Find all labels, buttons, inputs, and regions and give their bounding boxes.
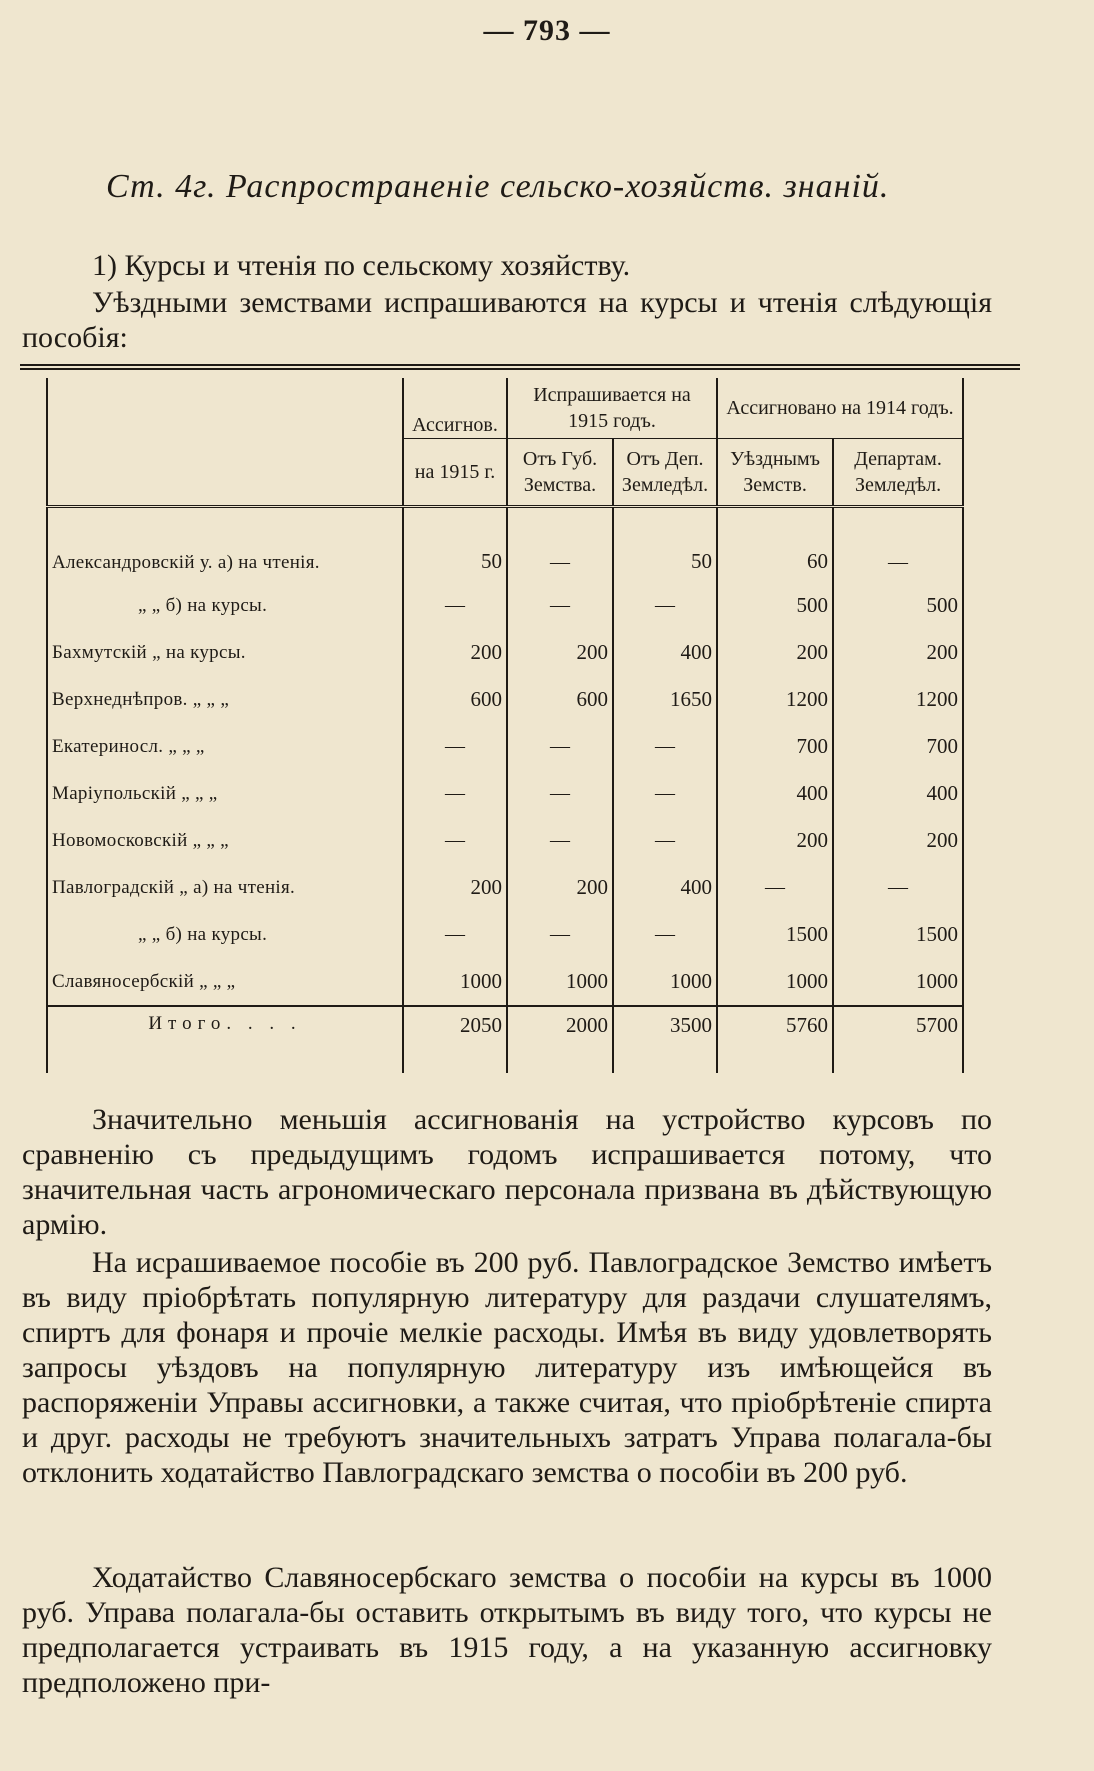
cell-req-gub: — (507, 507, 613, 583)
row-name: Верхнеднѣпров. „ „ „ (47, 676, 403, 723)
table-row (47, 958, 963, 1006)
body-paragraph (22, 1245, 992, 1490)
cell-assign: — (403, 582, 507, 629)
page-number: — 793 — (483, 14, 611, 47)
cell-assign: 200 (403, 864, 507, 911)
cell-req-gub: — (507, 723, 613, 770)
cell-asg-dep: — (833, 864, 963, 911)
cell-req-dep: — (613, 723, 717, 770)
paragraph-text: Значительно меньшія ассигнованія на устройство курсовъ по сравненію съ предыдущимъ годомъ испрашивается потому, что значительная часть агрономическаго персонала призвана въ дѣйствующую армію. (22, 1103, 992, 1241)
cell-req-gub: 200 (507, 864, 613, 911)
table-row (47, 770, 963, 817)
header-req-dep: Отъ Деп. Земледѣл. (613, 439, 717, 507)
subsidy-grid (46, 378, 964, 1073)
cell-asg-uezd: 500 (717, 582, 833, 629)
cell-asg-dep: 400 (833, 770, 963, 817)
cell-req-dep: — (613, 770, 717, 817)
row-name: Новомосковскій „ „ „ (47, 817, 403, 864)
cell-req-dep: — (613, 911, 717, 958)
cell-req-gub: — (507, 582, 613, 629)
cell-req-dep: 400 (613, 629, 717, 676)
header-assign-sub: на 1915 г. (403, 439, 507, 507)
cell-asg-dep: 1500 (833, 911, 963, 958)
intro-text: Уѣздными земствами испрашиваются на курсы и чтенія слѣдующія пособія: (22, 286, 992, 354)
cell-asg-uezd: 200 (717, 817, 833, 864)
row-name: Маріупольскій „ „ „ (47, 770, 403, 817)
total-asg-uezd: 5760 (717, 1006, 833, 1073)
cell-asg-dep: 1000 (833, 958, 963, 1006)
cell-asg-uezd: 700 (717, 723, 833, 770)
cell-asg-uezd: 60 (717, 507, 833, 583)
subsidy-table (46, 364, 962, 1084)
header-req-gub: Отъ Губ. Земства. (507, 439, 613, 507)
total-req-dep: 3500 (613, 1006, 717, 1073)
row-name: „ „ б) на курсы. (47, 911, 403, 958)
cell-assign: — (403, 911, 507, 958)
cell-asg-uezd: 1200 (717, 676, 833, 723)
table-row (47, 582, 963, 629)
table-top-rule (20, 364, 1020, 370)
row-name: Бахмутскій „ на курсы. (47, 629, 403, 676)
cell-req-gub: — (507, 770, 613, 817)
cell-assign: 1000 (403, 958, 507, 1006)
header-assigned: Ассигновано на 1914 годъ. (717, 378, 963, 439)
cell-assign: 50 (403, 507, 507, 583)
table-header-row-1 (47, 378, 963, 439)
cell-req-dep: 1650 (613, 676, 717, 723)
header-requested: Испрашивается на 1915 годъ. (507, 378, 717, 439)
row-name: Александровскій у. а) на чтенія. (47, 507, 403, 583)
cell-asg-uezd: — (717, 864, 833, 911)
cell-asg-uezd: 400 (717, 770, 833, 817)
subsection-heading (22, 248, 992, 283)
cell-asg-dep: 200 (833, 817, 963, 864)
header-assign: Ассигнов. (403, 378, 507, 439)
cell-assign: — (403, 770, 507, 817)
body-paragraph (22, 1102, 992, 1242)
row-name: Екатериносл. „ „ „ (47, 723, 403, 770)
cell-assign: 200 (403, 629, 507, 676)
cell-req-dep: 50 (613, 507, 717, 583)
table-row (47, 864, 963, 911)
table-row (47, 723, 963, 770)
cell-asg-dep: 700 (833, 723, 963, 770)
header-name-column (47, 378, 403, 507)
row-name: Славяносербскій „ „ „ (47, 958, 403, 1006)
cell-req-gub: — (507, 817, 613, 864)
cell-assign: 600 (403, 676, 507, 723)
body-paragraph (22, 1560, 992, 1700)
table-row (47, 629, 963, 676)
row-name: Павлоградскій „ а) на чтенія. (47, 864, 403, 911)
cell-asg-uezd: 200 (717, 629, 833, 676)
cell-asg-dep: 1200 (833, 676, 963, 723)
table-row (47, 817, 963, 864)
cell-req-gub: 600 (507, 676, 613, 723)
total-label: Итого. . . . (47, 1006, 403, 1073)
cell-asg-dep: 200 (833, 629, 963, 676)
cell-assign: — (403, 723, 507, 770)
table-row (47, 911, 963, 958)
cell-req-gub: 200 (507, 629, 613, 676)
paragraph-text: Ходатайство Славяносербскаго земства о пособіи на курсы въ 1000 руб. Управа полагала-бы оставить открытымъ въ виду того, что курсы не предполагается устраивать въ 1915 году, а на указанную ассигновку предположено при- (22, 1561, 992, 1699)
section-title: Ст. 4г. Распространеніе сельско-хозяйств. знаній. (106, 168, 890, 205)
table-total-row (47, 1006, 963, 1073)
paragraph-text: На исрашиваемое пособіе въ 200 руб. Павлоградское Земство имѣетъ въ виду пріобрѣтать популярную литературу для раздачи слушателямъ, спиртъ для фонаря и прочіе мелкіе расходы. Имѣя въ виду удовлетворять запросы уѣздовъ на популярную литературу изъ имѣющейся въ распоряженіи Управы ассигновки, а также считая, что пріобрѣтеніе спирта и друг. расходы не требуютъ значительныхъ затратъ Управа полагала-бы отклонить ходатайство Павлоградскаго земства о пособіи въ 200 руб. (22, 1246, 992, 1489)
cell-asg-dep: — (833, 507, 963, 583)
row-name: „ „ б) на курсы. (47, 582, 403, 629)
total-req-gub: 2000 (507, 1006, 613, 1073)
total-asg-dep: 5700 (833, 1006, 963, 1073)
cell-asg-uezd: 1500 (717, 911, 833, 958)
header-asg-uezd: Уѣзднымъ Земств. (717, 439, 833, 507)
cell-req-gub: — (507, 911, 613, 958)
total-assign: 2050 (403, 1006, 507, 1073)
cell-asg-uezd: 1000 (717, 958, 833, 1006)
intro-paragraph (22, 285, 992, 355)
table-row (47, 507, 963, 583)
subsection-heading-text: 1) Курсы и чтенія по сельскому хозяйству. (92, 249, 631, 282)
cell-req-gub: 1000 (507, 958, 613, 1006)
cell-asg-dep: 500 (833, 582, 963, 629)
cell-assign: — (403, 817, 507, 864)
cell-req-dep: 400 (613, 864, 717, 911)
header-asg-dep: Департам. Земледѣл. (833, 439, 963, 507)
cell-req-dep: 1000 (613, 958, 717, 1006)
cell-req-dep: — (613, 582, 717, 629)
cell-req-dep: — (613, 817, 717, 864)
table-row (47, 676, 963, 723)
